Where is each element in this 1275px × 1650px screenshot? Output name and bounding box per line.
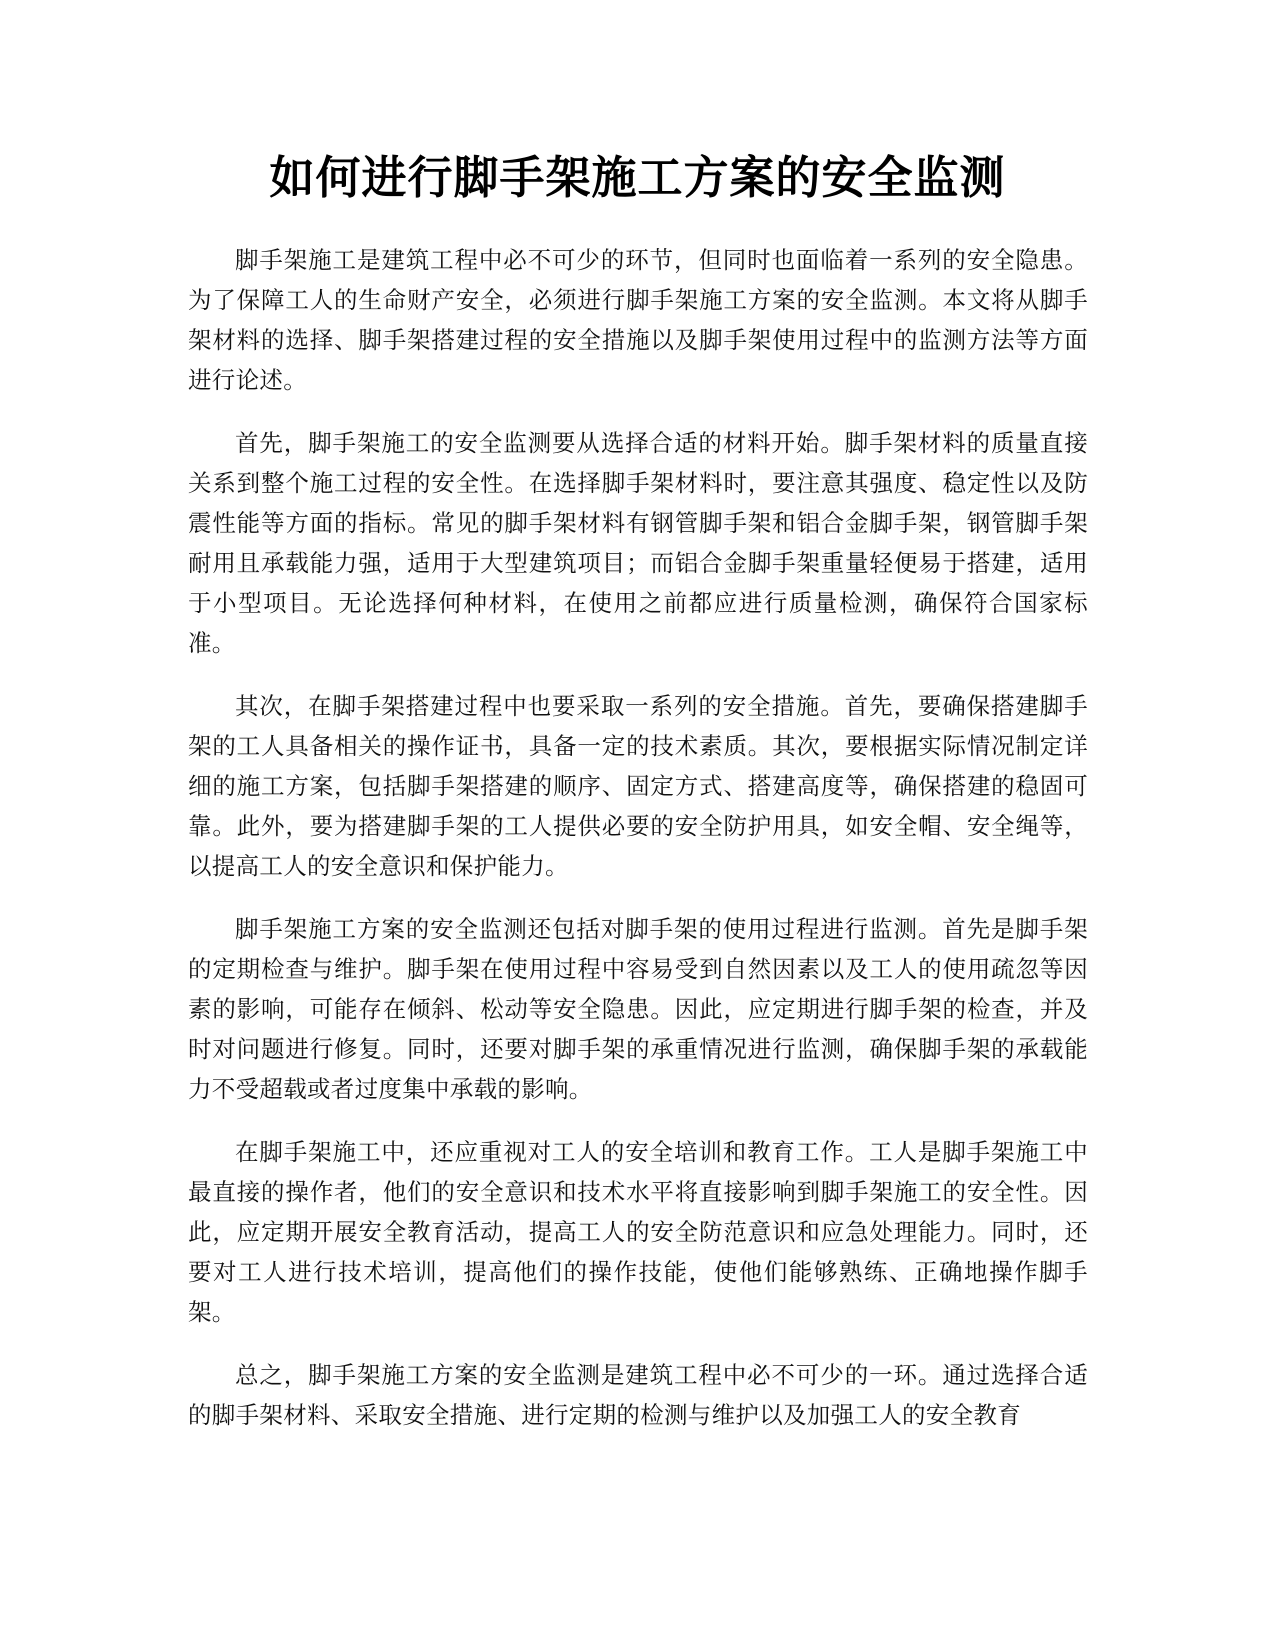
paragraph-materials: 首先，脚手架施工的安全监测要从选择合适的材料开始。脚手架材料的质量直接关系到整个施工过程的安全性。在选择脚手架材料时，要注意其强度、稳定性以及防震性能等方面的指标。常见的脚手架材料有钢管脚手架和铝合金脚手架，钢管脚手架耐用且承载能力强，适用于大型建筑项目；而铝合金脚手架重量轻便易于搭建，适用于小型项目。无论选择何种材料，在使用之前都应进行质量检测，确保符合国家标准。 <box>188 429 1088 657</box>
document-title: 如何进行脚手架施工方案的安全监测 <box>269 151 1006 204</box>
paragraph-intro: 脚手架施工是建筑工程中必不可少的环节，但同时也面临着一系列的安全隐患。为了保障工人的生命财产安全，必须进行脚手架施工方案的安全监测。本文将从脚手架材料的选择、脚手架搭建过程的安全措施以及脚手架使用过程中的监测方法等方面进行论述。 <box>188 246 1088 394</box>
paragraph-worker-training: 在脚手架施工中，还应重视对工人的安全培训和教育工作。工人是脚手架施工中最直接的操作者，他们的安全意识和技术水平将直接影响到脚手架施工的安全性。因此，应定期开展安全教育活动，提高工人的安全防范意识和应急处理能力。同时，还要对工人进行技术培训，提高他们的操作技能，使他们能够熟练、正确地操作脚手架。 <box>188 1138 1088 1326</box>
paragraph-conclusion: 总之，脚手架施工方案的安全监测是建筑工程中必不可少的一环。通过选择合适的脚手架材料、采取安全措施、进行定期的检测与维护以及加强工人的安全教育 <box>188 1361 1088 1429</box>
document-body <box>188 240 1088 1458</box>
paragraph-usage-monitoring: 脚手架施工方案的安全监测还包括对脚手架的使用过程进行监测。首先是脚手架的定期检查与维护。脚手架在使用过程中容易受到自然因素以及工人的使用疏忽等因素的影响，可能存在倾斜、松动等安全隐患。因此，应定期进行脚手架的检查，并及时对问题进行修复。同时，还要对脚手架的承重情况进行监测，确保脚手架的承载能力不受超载或者过度集中承载的影响。 <box>188 915 1088 1103</box>
paragraph-erection-measures: 其次，在脚手架搭建过程中也要采取一系列的安全措施。首先，要确保搭建脚手架的工人具备相关的操作证书，具备一定的技术素质。其次，要根据实际情况制定详细的施工方案，包括脚手架搭建的顺序、固定方式、搭建高度等，确保搭建的稳固可靠。此外，要为搭建脚手架的工人提供必要的安全防护用具，如安全帽、安全绳等，以提高工人的安全意识和保护能力。 <box>188 692 1088 880</box>
